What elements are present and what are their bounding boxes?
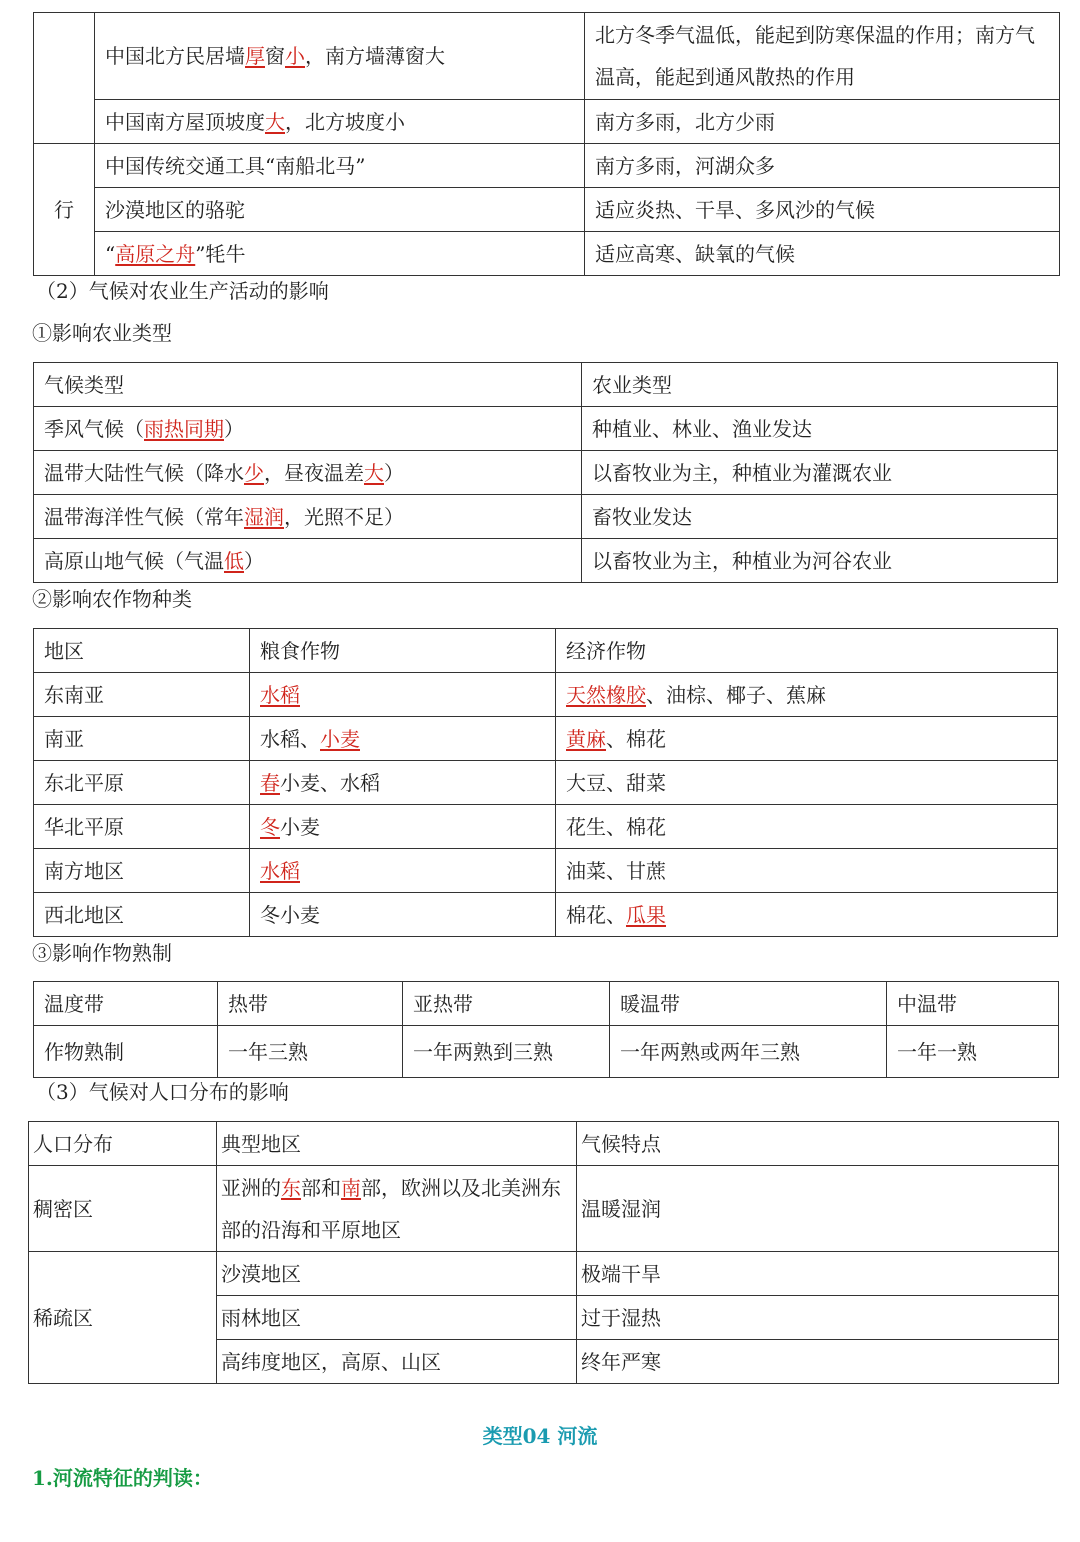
- keyword-highlight: 瓜果: [626, 902, 666, 927]
- cash-cell: 天然橡胶、油棕、椰子、蕉麻: [556, 673, 1058, 717]
- header-tropical: 热带: [218, 982, 403, 1026]
- river-heading: 1.河流特征的判读：: [32, 1466, 213, 1490]
- cash-cell: 大豆、甜菜: [556, 761, 1058, 805]
- keyword-highlight: 冬: [260, 814, 280, 839]
- keyword-highlight: 高原之舟: [115, 241, 196, 266]
- cash-cell: 黄麻、棉花: [556, 717, 1058, 761]
- keyword-highlight: 水稻: [260, 858, 300, 883]
- category-cell-housing: [34, 13, 95, 144]
- housing-transport-table: [33, 12, 1060, 276]
- crop-type-table: [33, 628, 1058, 937]
- keyword-highlight: 春: [260, 770, 280, 795]
- region-cell: 华北平原: [34, 805, 250, 849]
- header-climate-type: 气候类型: [34, 363, 582, 407]
- dense-region: 亚洲的东部和南部，欧洲以及北美洲东部的沿海和平原地区: [217, 1166, 577, 1252]
- region-cell: 南方地区: [34, 849, 250, 893]
- climate-cell: 温带大陆性气候（降水少，昼夜温差大）: [34, 451, 582, 495]
- cropping-mid-temperate: 一年一熟: [887, 1026, 1059, 1078]
- reason-cell: 适应高寒、缺氧的气候: [585, 232, 1060, 276]
- reason-cell: 北方冬季气温低，能起到防寒保温的作用；南方气温高，能起到通风散热的作用: [585, 13, 1060, 100]
- header-region: 典型地区: [217, 1122, 577, 1166]
- keyword-highlight: 大: [364, 460, 384, 485]
- agriculture-cell: 畜牧业发达: [582, 495, 1058, 539]
- region-cell: 东北平原: [34, 761, 250, 805]
- section-2-title: （2）气候对农业生产活动的影响: [36, 279, 329, 303]
- grain-cell: 水稻、小麦: [250, 717, 556, 761]
- keyword-highlight: 东: [281, 1175, 301, 1200]
- header-temperature-zone: 温度带: [34, 982, 218, 1026]
- sparse-region: 沙漠地区: [217, 1252, 577, 1296]
- keyword-highlight: 水稻: [260, 682, 300, 707]
- feature-cell: “高原之舟”牦牛: [95, 232, 585, 276]
- sparse-region: 高纬度地区，高原、山区: [217, 1340, 577, 1384]
- feature-cell: 中国北方民居墙厚窗小，南方墙薄窗大: [95, 13, 585, 100]
- section-3-title: （3）气候对人口分布的影响: [36, 1080, 289, 1104]
- keyword-highlight: 小: [285, 44, 305, 68]
- cash-cell: 花生、棉花: [556, 805, 1058, 849]
- reason-cell: 南方多雨，河湖众多: [585, 144, 1060, 188]
- feature-cell: 中国传统交通工具“南船北马”: [95, 144, 585, 188]
- grain-cell: [250, 849, 556, 893]
- grain-cell: [250, 673, 556, 717]
- cropping-warm-temperate: 一年两熟或两年三熟: [610, 1026, 887, 1078]
- sparse-climate: 终年严寒: [577, 1340, 1059, 1384]
- feature-cell: 中国南方屋顶坡度大，北方坡度小: [95, 100, 585, 144]
- header-mid-temperate: 中温带: [887, 982, 1059, 1026]
- keyword-highlight: 天然橡胶: [566, 682, 646, 707]
- agriculture-cell: 以畜牧业为主，种植业为河谷农业: [582, 539, 1058, 583]
- type-heading: 类型04 河流: [482, 1424, 598, 1448]
- agriculture-cell: 以畜牧业为主，种植业为灌溉农业: [582, 451, 1058, 495]
- header-climate: 气候特点: [577, 1122, 1059, 1166]
- grain-cell: 冬小麦: [250, 893, 556, 937]
- agriculture-type-table: [33, 362, 1058, 583]
- subsection-2-title: ②影响农作物种类: [32, 587, 192, 611]
- subsection-3-title: ③影响作物熟制: [32, 941, 172, 965]
- keyword-highlight: 湿润: [244, 504, 284, 529]
- reason-cell: 适应炎热、干旱、多风沙的气候: [585, 188, 1060, 232]
- region-cell: 西北地区: [34, 893, 250, 937]
- keyword-highlight: 少: [244, 460, 264, 485]
- sparse-region: 雨林地区: [217, 1296, 577, 1340]
- cropping-system-table: [33, 981, 1059, 1078]
- header-population: 人口分布: [29, 1122, 217, 1166]
- header-region: 地区: [34, 629, 250, 673]
- header-cash-crops: 经济作物: [556, 629, 1058, 673]
- feature-cell: 沙漠地区的骆驼: [95, 188, 585, 232]
- reason-cell: 南方多雨，北方少雨: [585, 100, 1060, 144]
- population-table: [28, 1121, 1059, 1384]
- grain-cell: 春小麦、水稻: [250, 761, 556, 805]
- keyword-highlight: 雨热同期: [144, 416, 224, 441]
- header-subtropical: 亚热带: [403, 982, 610, 1026]
- grain-cell: 冬小麦: [250, 805, 556, 849]
- keyword-highlight: 大: [265, 109, 285, 134]
- header-grain-crops: 粮食作物: [250, 629, 556, 673]
- climate-cell: 季风气候（雨热同期）: [34, 407, 582, 451]
- region-cell: 南亚: [34, 717, 250, 761]
- subsection-1-title: ①影响农业类型: [32, 321, 172, 345]
- agriculture-cell: 种植业、林业、渔业发达: [582, 407, 1058, 451]
- climate-cell: 高原山地气候（气温低）: [34, 539, 582, 583]
- keyword-highlight: 小麦: [320, 726, 360, 751]
- cash-cell: 油菜、甘蔗: [556, 849, 1058, 893]
- keyword-highlight: 厚: [245, 44, 265, 68]
- sparse-climate: 过于湿热: [577, 1296, 1059, 1340]
- cash-cell: 棉花、瓜果: [556, 893, 1058, 937]
- keyword-highlight: 南: [341, 1175, 361, 1200]
- dense-label: 稠密区: [29, 1166, 217, 1252]
- keyword-highlight: 低: [224, 548, 244, 573]
- keyword-highlight: 黄麻: [566, 726, 606, 751]
- sparse-climate: 极端干旱: [577, 1252, 1059, 1296]
- row-label-cropping: 作物熟制: [34, 1026, 218, 1078]
- header-agriculture-type: 农业类型: [582, 363, 1058, 407]
- category-cell-transport: 行: [34, 144, 95, 276]
- sparse-label: 稀疏区: [29, 1252, 217, 1384]
- region-cell: 东南亚: [34, 673, 250, 717]
- dense-climate: 温暖湿润: [577, 1166, 1059, 1252]
- header-warm-temperate: 暖温带: [610, 982, 887, 1026]
- cropping-tropical: 一年三熟: [218, 1026, 403, 1078]
- cropping-subtropical: 一年两熟到三熟: [403, 1026, 610, 1078]
- climate-cell: 温带海洋性气候（常年湿润，光照不足）: [34, 495, 582, 539]
